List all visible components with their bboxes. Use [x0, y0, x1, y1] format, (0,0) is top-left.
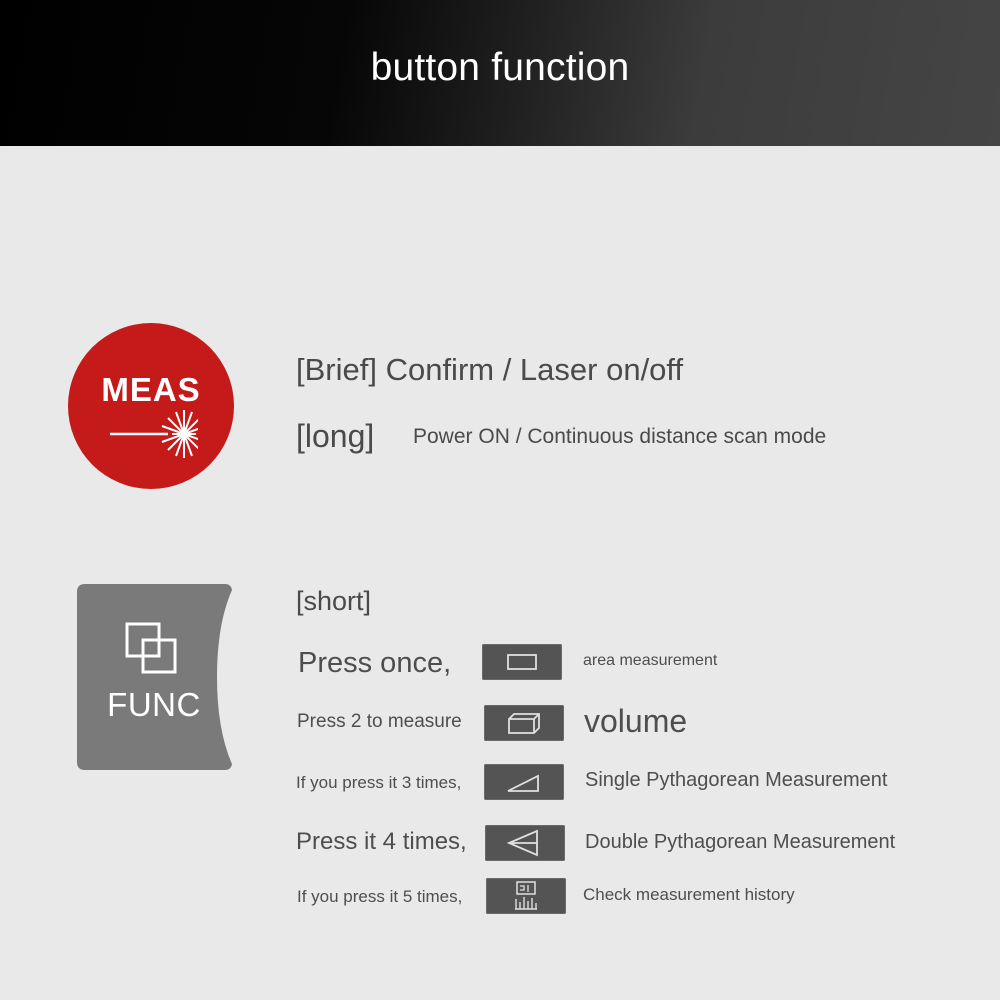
func-row-press-label: Press once,	[298, 647, 452, 679]
meas-long-description: Power ON / Continuous distance scan mode	[413, 425, 827, 448]
func-row-description: volume	[584, 703, 688, 739]
meas-button-label: MEAS	[101, 371, 201, 408]
double-triangle-icon	[485, 825, 565, 861]
meas-button[interactable]	[68, 323, 234, 489]
func-button[interactable]	[77, 584, 235, 770]
func-row-press-label: If you press it 5 times,	[297, 887, 463, 906]
rectangle-icon	[482, 644, 562, 680]
func-row-description: Check measurement history	[583, 885, 795, 904]
func-button-label: FUNC	[107, 686, 201, 723]
func-row-press-label: Press 2 to measure	[297, 711, 462, 732]
history-icon	[486, 878, 566, 914]
func-row-description: area measurement	[583, 652, 718, 669]
laser-icon	[108, 407, 198, 461]
triangle-icon	[484, 764, 564, 800]
func-row-description: Single Pythagorean Measurement	[585, 769, 888, 791]
func-row-key	[482, 644, 562, 680]
func-short-tag: [short]	[296, 586, 372, 616]
box-icon	[484, 705, 564, 741]
func-row-press-label: Press it 4 times,	[296, 828, 467, 855]
header-banner	[0, 0, 1000, 146]
func-row-key	[484, 705, 564, 741]
func-row-description: Double Pythagorean Measurement	[585, 831, 896, 853]
func-row-key	[484, 764, 564, 800]
meas-long-tag: [long]	[296, 418, 375, 454]
func-row-key	[485, 825, 565, 861]
func-row-press-label: If you press it 3 times,	[296, 773, 462, 792]
overlapping-squares-icon	[125, 622, 179, 676]
func-row-key	[486, 878, 566, 914]
page-title: button function	[370, 46, 630, 89]
meas-brief-description: [Brief] Confirm / Laser on/off	[296, 352, 684, 387]
